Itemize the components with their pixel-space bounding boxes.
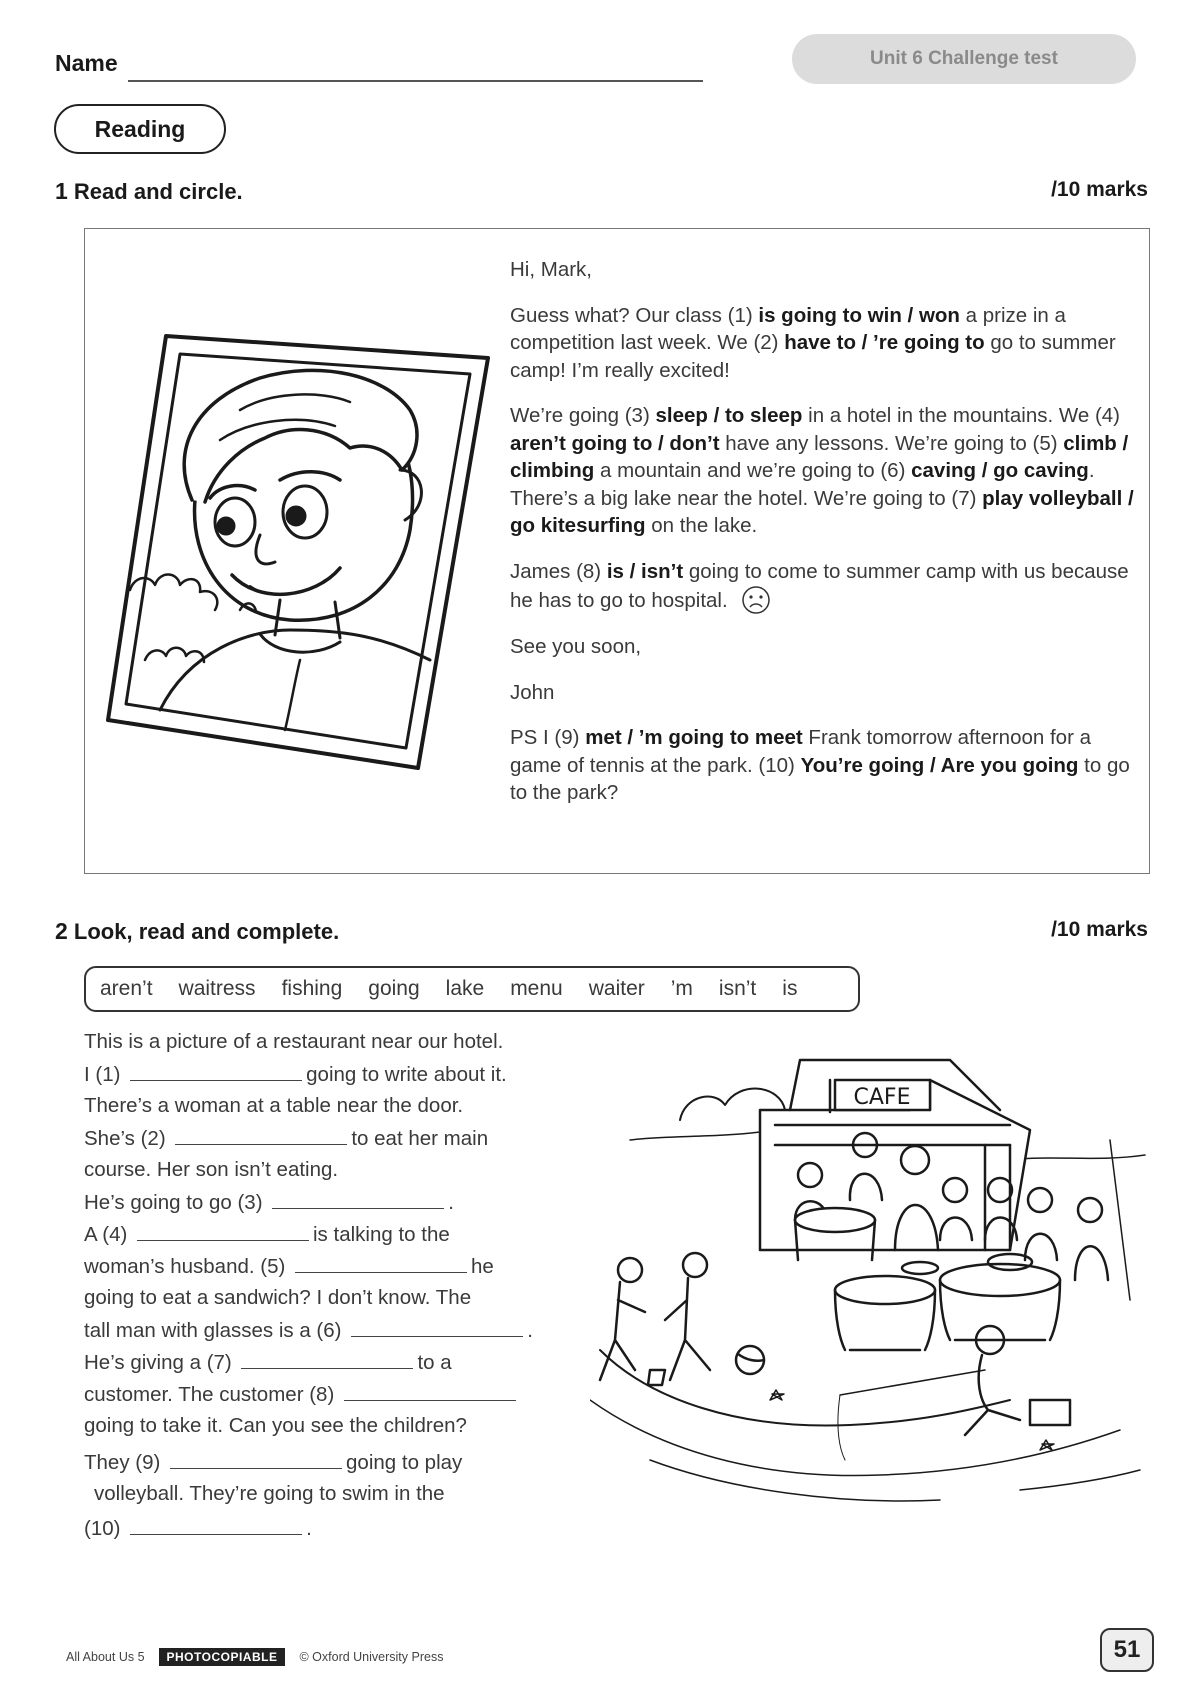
- word-bank-item[interactable]: isn’t: [718, 977, 757, 1000]
- choice-10[interactable]: You’re going / Are you going: [800, 753, 1079, 777]
- page-number: 51: [1100, 1628, 1154, 1672]
- cloze-line: customer. The customer (8): [84, 1382, 520, 1407]
- test-title-badge: Unit 6 Challenge test: [792, 34, 1136, 84]
- answer-blank-10[interactable]: [130, 1516, 302, 1535]
- photocopiable-label: PHOTOCOPIABLE: [159, 1648, 286, 1666]
- name-field-line[interactable]: [128, 80, 703, 82]
- task-2-heading: [55, 918, 339, 945]
- answer-blank-4[interactable]: [137, 1222, 309, 1241]
- choice-2[interactable]: have to / ’re going to: [784, 331, 985, 354]
- task-1-marks: /10 marks: [1051, 178, 1148, 201]
- choice-4[interactable]: aren’t going to / don’t: [510, 431, 720, 455]
- cloze-line: They (9) going to play: [84, 1451, 463, 1474]
- cloze-line: There’s a woman at a table near the door.: [84, 1094, 464, 1117]
- cloze-line: A (4) is talking to the: [84, 1223, 450, 1246]
- choice-5[interactable]: climb / climbing: [510, 431, 1129, 482]
- task-2-marks: /10 marks: [1051, 918, 1148, 941]
- word-bank-item[interactable]: menu: [510, 977, 563, 1000]
- cloze-line: He’s giving a (7) to a: [84, 1351, 452, 1374]
- letter-greeting: Hi, Mark,: [510, 258, 592, 281]
- choice-9[interactable]: met / ’m going to meet: [585, 726, 803, 749]
- answer-blank-6[interactable]: [351, 1318, 523, 1337]
- choice-8[interactable]: is / isn’t: [606, 559, 684, 583]
- word-bank-item[interactable]: ’m: [670, 977, 693, 1000]
- letter-signature: John: [510, 680, 555, 704]
- word-bank-item[interactable]: lake: [445, 977, 485, 1000]
- word-bank-item[interactable]: waiter: [588, 977, 645, 1000]
- cloze-line: I (1) going to write about it.: [84, 1063, 507, 1086]
- cloze-line: tall man with glasses is a (6) .: [84, 1319, 533, 1342]
- task-1-heading: [55, 178, 243, 205]
- letter-paragraph-3: James (8) is / isn’t going to come to summer camp with us because he has to go to hospital.: [510, 558, 1140, 616]
- cloze-line: woman’s husband. (5) he: [84, 1255, 494, 1278]
- answer-blank-9[interactable]: [170, 1450, 342, 1469]
- cloze-line: going to take it. Can you see the children?: [84, 1414, 467, 1437]
- letter-paragraph-2: We’re going (3) sleep / to sleep in a hotel in the mountains. We (4) aren’t going to / don’t have any lessons. We’re going to (5) climb / climbing a mountain and we’re going to (6) caving / go caving. There’s a big lake near the hotel. We’re going to (7) play volleyball / go kitesurfing on the lake.: [510, 404, 1134, 537]
- footer: [66, 1648, 443, 1666]
- word-bank: [84, 966, 860, 1012]
- choice-7[interactable]: play volleyball / go kitesurfing: [510, 486, 1134, 537]
- letter-ps: PS I (9) met / ’m going to meet Frank tomorrow afternoon for a game of tennis at the park. (10) You’re going / Are you going to go to the park?: [510, 726, 1130, 804]
- letter-signoff: See you soon,: [510, 635, 642, 658]
- cloze-line: She’s (2) to eat her main: [84, 1127, 489, 1150]
- word-bank-item[interactable]: fishing: [281, 977, 343, 1000]
- task-1-instruction: Read and circle.: [73, 179, 243, 204]
- task-2-number: 2: [55, 918, 68, 944]
- name-label: Name: [55, 50, 118, 76]
- cloze-line: This is a picture of a restaurant near our hotel.: [84, 1030, 504, 1053]
- word-bank-item[interactable]: aren’t: [100, 977, 153, 1000]
- footer-book-title: All About Us 5: [66, 1650, 145, 1664]
- letter-paragraph-1: Guess what? Our class (1) is going to win / won a prize in a competition last week. We (2) have to / ’re going to go to summer camp! I’m really excited!: [510, 303, 1116, 382]
- letter-text: [510, 256, 1140, 825]
- answer-blank-8[interactable]: [344, 1382, 516, 1401]
- word-bank-item[interactable]: is: [782, 977, 798, 1000]
- cloze-line: (10) .: [84, 1517, 312, 1540]
- answer-blank-5[interactable]: [295, 1254, 467, 1273]
- word-bank-item[interactable]: waitress: [178, 977, 256, 1000]
- cafe-scene-illustration: [590, 1050, 1150, 1520]
- footer-publisher: © Oxford University Press: [299, 1650, 444, 1664]
- answer-blank-2[interactable]: [175, 1126, 347, 1145]
- cloze-line: going to eat a sandwich? I don’t know. The: [84, 1286, 472, 1309]
- cloze-line: He’s going to go (3) .: [84, 1191, 454, 1214]
- cloze-line: course. Her son isn’t eating.: [84, 1158, 339, 1181]
- boy-portrait-illustration: [100, 330, 500, 790]
- task-2-instruction: Look, read and complete.: [73, 919, 340, 944]
- choice-6[interactable]: caving / go caving: [911, 459, 1089, 482]
- task-1-number: 1: [55, 178, 68, 204]
- sad-face-icon: [741, 585, 771, 615]
- word-bank-item[interactable]: going: [368, 977, 420, 1000]
- cloze-line: volleyball. They’re going to swim in the: [94, 1482, 445, 1505]
- section-heading-reading: Reading: [54, 104, 226, 154]
- choice-3[interactable]: sleep / to sleep: [655, 404, 803, 427]
- answer-blank-7[interactable]: [241, 1350, 413, 1369]
- answer-blank-1[interactable]: [130, 1062, 302, 1081]
- answer-blank-3[interactable]: [272, 1190, 444, 1209]
- choice-1[interactable]: is going to win / won: [758, 303, 960, 327]
- cafe-sign: CAFE: [853, 1085, 911, 1110]
